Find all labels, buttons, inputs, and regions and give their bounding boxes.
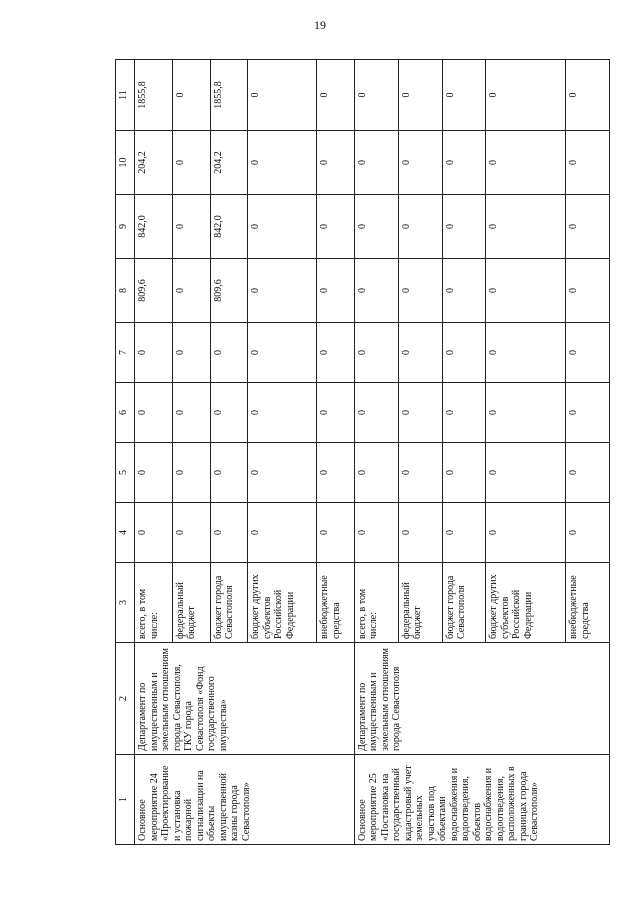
value-cell: 0	[398, 131, 442, 195]
value-cell: 0	[486, 195, 566, 259]
col-header: 2	[116, 643, 135, 755]
value-cell: 0	[172, 503, 210, 563]
value-cell: 0	[248, 131, 317, 195]
source-cell: бюджет города Севастополя	[210, 563, 248, 643]
value-cell: 1855,8	[135, 60, 173, 131]
source-cell: внебюджетные средства	[566, 563, 610, 643]
col-header: 9	[116, 195, 135, 259]
value-cell: 0	[442, 195, 486, 259]
col-header: 1	[116, 755, 135, 845]
col-header: 6	[116, 383, 135, 443]
value-cell: 0	[210, 503, 248, 563]
col-header: 10	[116, 131, 135, 195]
value-cell: 0	[172, 195, 210, 259]
value-cell: 0	[566, 503, 610, 563]
value-cell: 0	[398, 60, 442, 131]
value-cell: 0	[354, 259, 398, 323]
value-cell: 0	[354, 443, 398, 503]
value-cell: 0	[442, 323, 486, 383]
value-cell: 0	[210, 323, 248, 383]
value-cell: 0	[317, 60, 355, 131]
value-cell: 842,0	[210, 195, 248, 259]
value-cell: 0	[317, 323, 355, 383]
value-cell: 0	[398, 323, 442, 383]
value-cell: 0	[317, 195, 355, 259]
value-cell: 0	[442, 383, 486, 443]
value-cell: 0	[442, 131, 486, 195]
source-cell: федеральный бюджет	[172, 563, 210, 643]
value-cell: 0	[354, 60, 398, 131]
value-cell: 0	[398, 383, 442, 443]
source-cell: всего, в том числе:	[135, 563, 173, 643]
value-cell: 0	[248, 195, 317, 259]
value-cell: 0	[248, 383, 317, 443]
activity-cell: Основное мероприятие 24 «Проектирование и установка пожарной сигнализации на объекты имущественной казны города Севастополя»	[135, 755, 355, 845]
value-cell: 809,6	[210, 259, 248, 323]
value-cell: 0	[442, 503, 486, 563]
col-header: 3	[116, 563, 135, 643]
value-cell: 0	[317, 383, 355, 443]
executor-cell: Департамент по имущественным и земельным отношениям города Севастополя	[354, 643, 609, 755]
source-cell: бюджет города Севастополя	[442, 563, 486, 643]
funding-table	[115, 59, 610, 845]
value-cell: 0	[210, 443, 248, 503]
source-cell: бюджет других субъектов Российской Федерации	[248, 563, 317, 643]
value-cell: 0	[317, 443, 355, 503]
value-cell: 809,6	[135, 259, 173, 323]
value-cell: 204,2	[210, 131, 248, 195]
value-cell: 0	[354, 503, 398, 563]
page-number: 19	[314, 18, 326, 32]
value-cell: 0	[248, 503, 317, 563]
activity-cell: Основное мероприятие 25 «Постановка на государственный кадастровый учет земельных участков под объектами водоснабжения и водоотведения, объектов водоснабжения и водоотведения, расположенных в границах города Севастополя»	[354, 755, 609, 845]
value-cell: 0	[317, 259, 355, 323]
value-cell: 0	[135, 323, 173, 383]
source-cell: внебюджетные средства	[317, 563, 355, 643]
col-header: 4	[116, 503, 135, 563]
value-cell: 0	[248, 443, 317, 503]
value-cell: 0	[172, 131, 210, 195]
value-cell: 0	[354, 323, 398, 383]
value-cell: 0	[172, 443, 210, 503]
executor-cell: Департамент по имущественным и земельным отношениям города Севастополя, ГКУ города Севастополя «Фонд государственного имущества»	[135, 643, 355, 755]
value-cell: 0	[566, 131, 610, 195]
col-header: 7	[116, 323, 135, 383]
value-cell: 0	[486, 443, 566, 503]
col-header: 11	[116, 60, 135, 131]
col-header: 5	[116, 443, 135, 503]
value-cell: 0	[566, 259, 610, 323]
value-cell: 0	[566, 323, 610, 383]
value-cell: 0	[566, 383, 610, 443]
header-row	[116, 60, 135, 845]
value-cell: 0	[354, 131, 398, 195]
value-cell: 1855,8	[210, 60, 248, 131]
value-cell: 0	[442, 259, 486, 323]
value-cell: 0	[566, 60, 610, 131]
value-cell: 0	[135, 503, 173, 563]
value-cell: 0	[486, 60, 566, 131]
value-cell: 0	[317, 503, 355, 563]
value-cell: 0	[317, 131, 355, 195]
value-cell: 0	[172, 323, 210, 383]
value-cell: 0	[398, 503, 442, 563]
value-cell: 0	[398, 443, 442, 503]
value-cell: 0	[486, 503, 566, 563]
table-row	[354, 60, 398, 845]
value-cell: 0	[486, 131, 566, 195]
value-cell: 0	[172, 259, 210, 323]
value-cell: 0	[486, 259, 566, 323]
source-cell: бюджет других субъектов Российской Федерации	[486, 563, 566, 643]
value-cell: 0	[398, 259, 442, 323]
value-cell: 0	[566, 195, 610, 259]
value-cell: 0	[486, 323, 566, 383]
source-cell: всего, в том числе:	[354, 563, 398, 643]
col-header: 8	[116, 259, 135, 323]
value-cell: 0	[210, 383, 248, 443]
rotated-table-container	[115, 60, 610, 845]
value-cell: 842,0	[135, 195, 173, 259]
value-cell: 0	[486, 383, 566, 443]
value-cell: 0	[354, 383, 398, 443]
value-cell: 0	[354, 195, 398, 259]
value-cell: 0	[248, 259, 317, 323]
value-cell: 0	[172, 60, 210, 131]
value-cell: 0	[566, 443, 610, 503]
value-cell: 0	[172, 383, 210, 443]
value-cell: 0	[248, 60, 317, 131]
value-cell: 0	[135, 443, 173, 503]
source-cell: федеральный бюджет	[398, 563, 442, 643]
value-cell: 0	[398, 195, 442, 259]
value-cell: 0	[248, 323, 317, 383]
value-cell: 204,2	[135, 131, 173, 195]
value-cell: 0	[442, 60, 486, 131]
value-cell: 0	[442, 443, 486, 503]
table-row	[135, 60, 173, 845]
value-cell: 0	[135, 383, 173, 443]
